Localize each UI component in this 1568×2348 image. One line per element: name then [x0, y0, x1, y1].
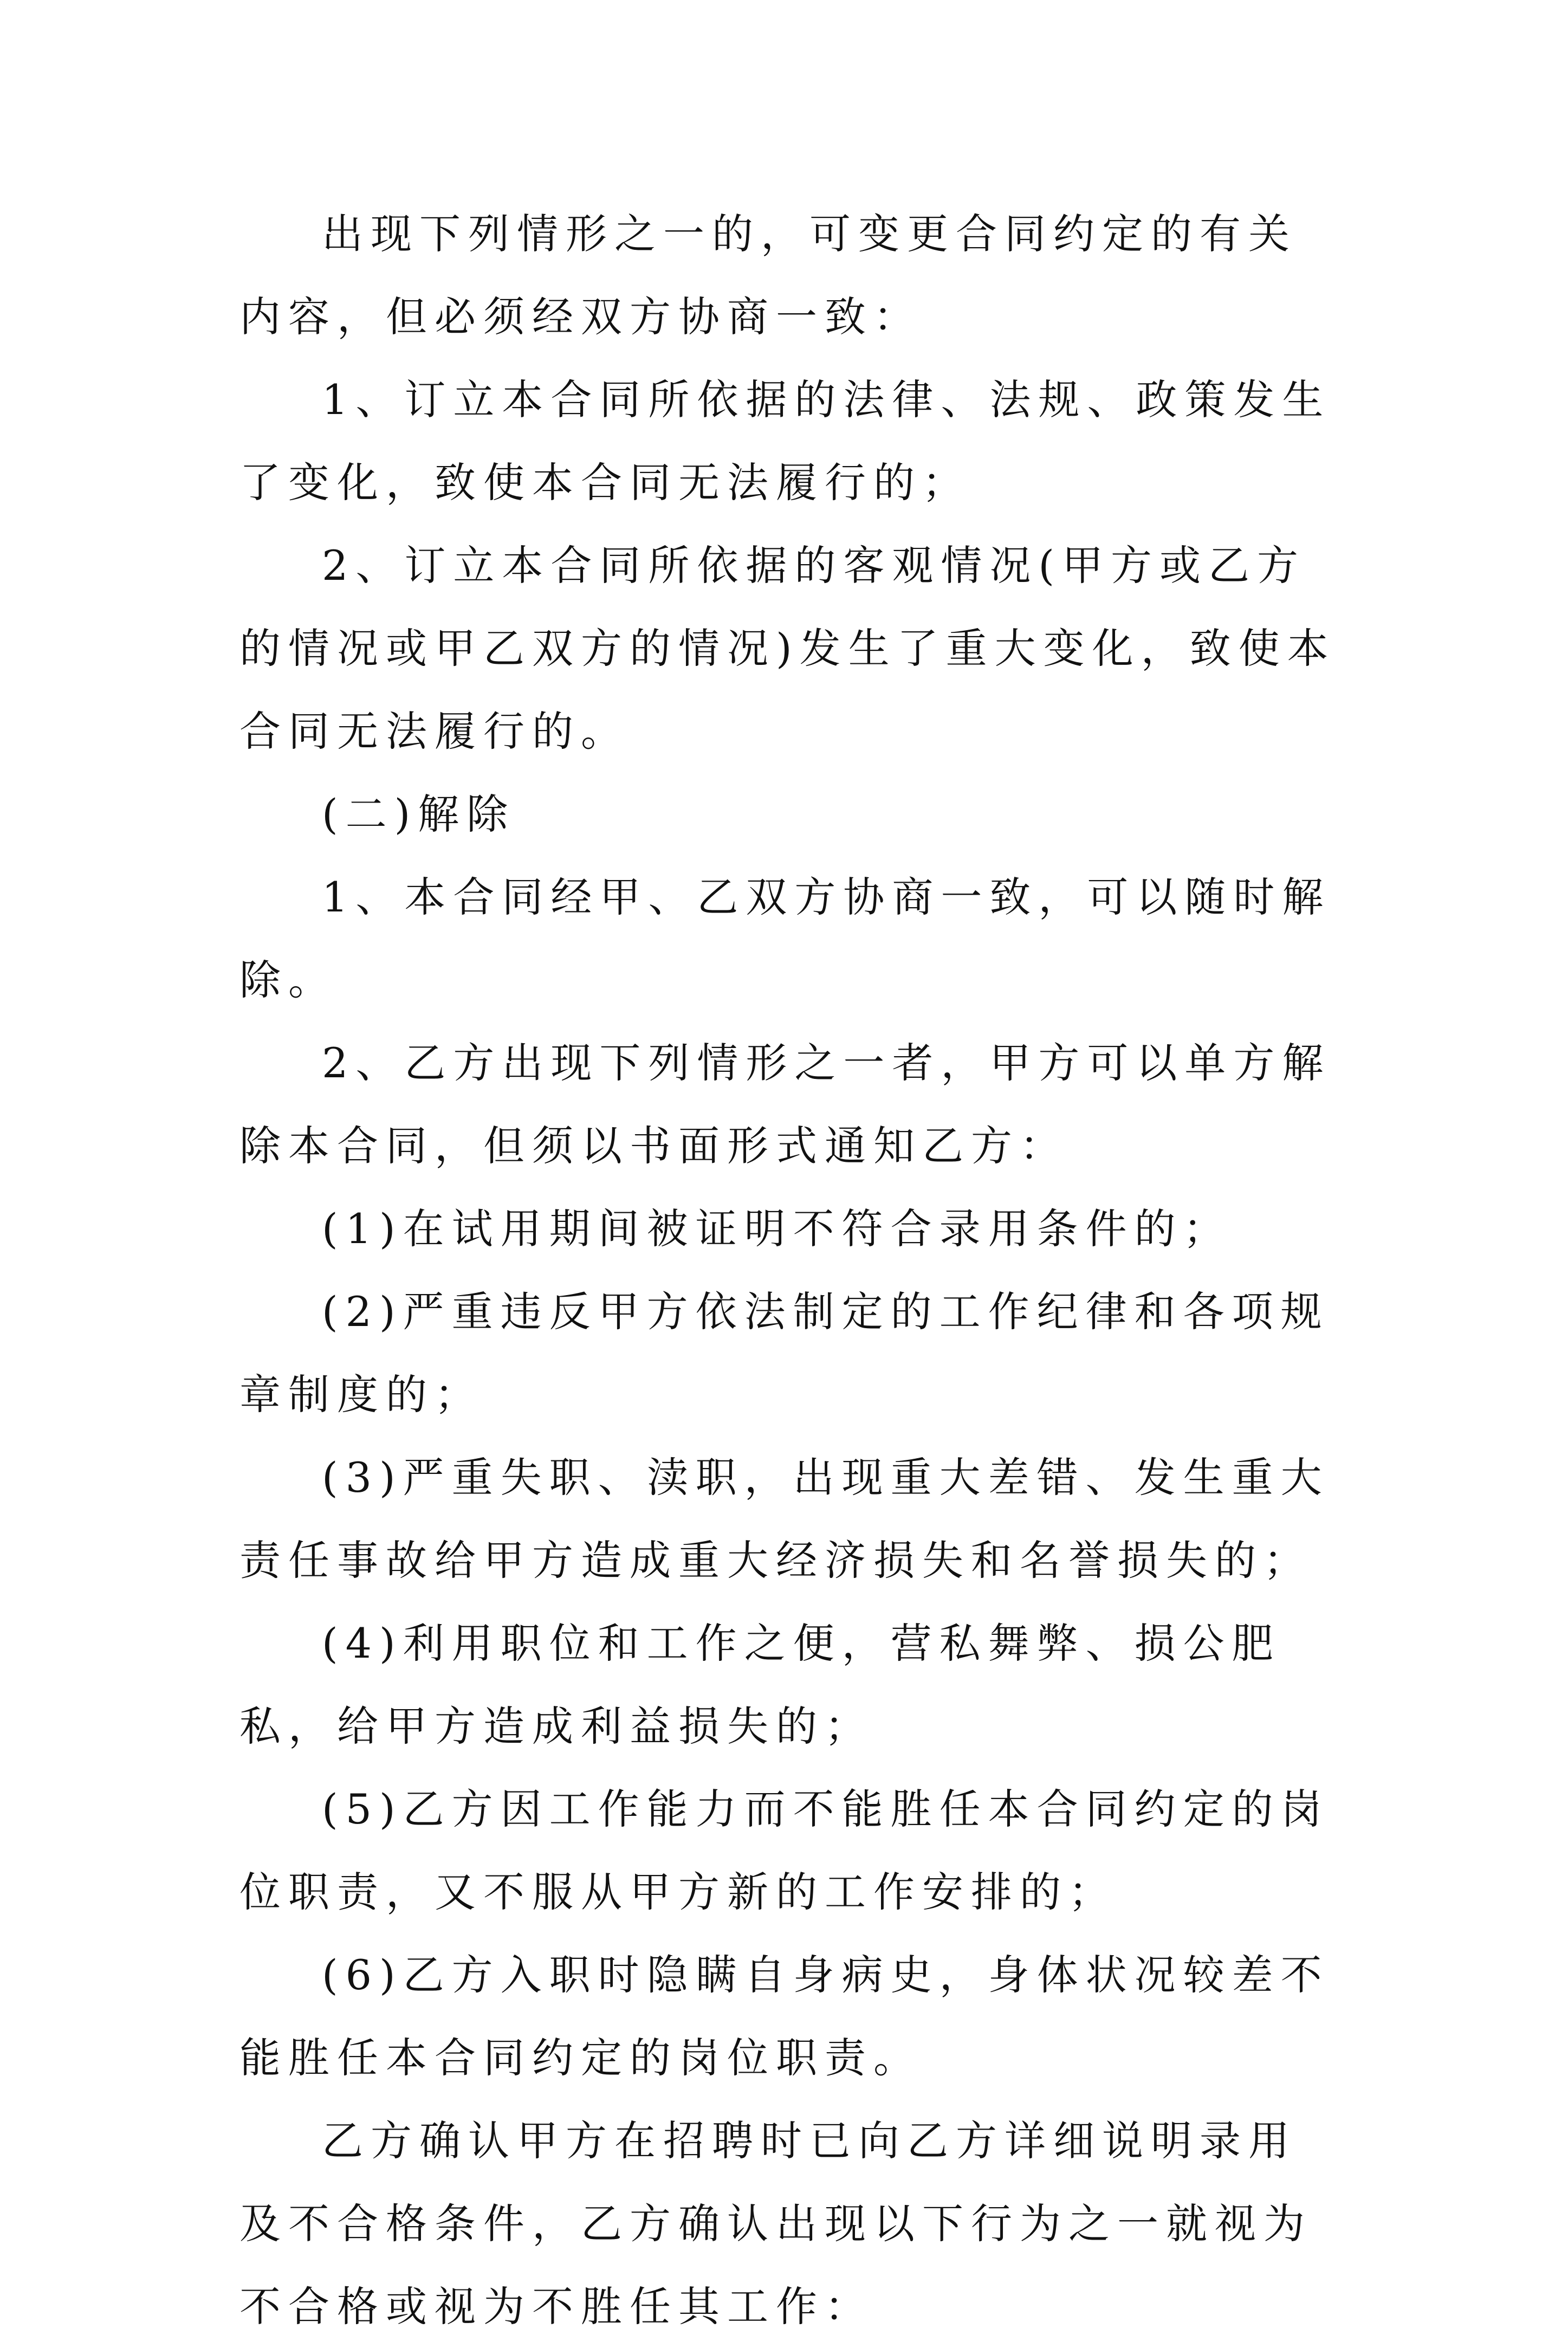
paragraph-termination-item-2: 2、乙方出现下列情形之一者，甲方可以单方解除本合同，但须以书面形式通知乙方： — [239, 1039, 1331, 1170]
paragraph-termination-item-1: 1、本合同经甲、乙双方协商一致，可以随时解除。 — [239, 873, 1331, 1004]
paragraph-change-conditions: 出现下列情形之一的，可变更合同约定的有关内容，但必须经双方协商一致： — [239, 210, 1297, 341]
paragraph-confirmation: 乙方确认甲方在招聘时已向乙方详细说明录用及不合格条件，乙方确认出现以下行为之一就视为不合格或视为不胜任其工作： — [239, 2117, 1312, 2331]
document-body — [239, 192, 1345, 2348]
paragraph-subitem-4: (4)利用职位和工作之便，营私舞弊、损公肥私，给甲方造成利益损失的； — [239, 1619, 1281, 1750]
paragraph-subitem-5: (5)乙方因工作能力而不能胜任本合同约定的岗位职责，又不服从甲方新的工作安排的； — [239, 1785, 1330, 1916]
paragraph-subitem-1: (1)在试用期间被证明不符合录用条件的； — [322, 1205, 1232, 1253]
paragraph-change-item-2: 2、订立本合同所依据的客观情况(甲方或乙方的情况或甲乙双方的情况)发生了重大变化，致使本合同无法履行的。 — [239, 541, 1336, 755]
paragraph-subitem-6: (6)乙方入职时隐瞒自身病史，身体状况较差不能胜任本合同约定的岗位职责。 — [239, 1951, 1330, 2082]
paragraph-subitem-3: (3)严重失职、渎职，出现重大差错、发生重大责任事故给甲方造成重大经济损失和名誉损失的； — [239, 1453, 1330, 1584]
paragraph-change-item-1: 1、订立本合同所依据的法律、法规、政策发生了变化，致使本合同无法履行的； — [239, 376, 1331, 507]
paragraph-subitem-2: (2)严重违反甲方依法制定的工作纪律和各项规章制度的； — [239, 1288, 1330, 1419]
section-heading-termination: (二)解除 — [322, 790, 516, 838]
